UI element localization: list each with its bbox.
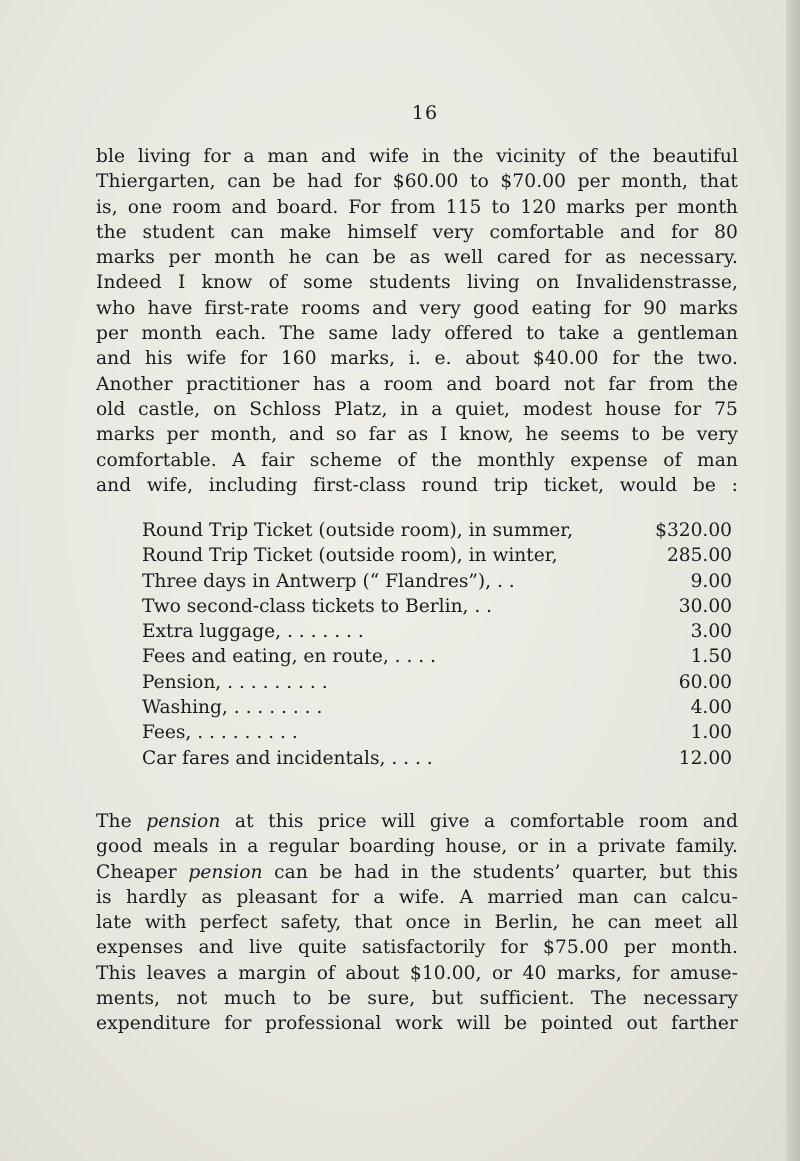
expense-row bbox=[142, 695, 732, 720]
text-line: ments, not much to be sure, but sufficient. The necessary bbox=[96, 988, 738, 1010]
text-line: and wife, including first-class round trip ticket, would be : bbox=[96, 474, 738, 496]
text-line: old castle, on Schloss Platz, in a quiet, modest house for 75 bbox=[96, 398, 738, 420]
text-line: Indeed I know of some students living on Invalidenstrasse, bbox=[96, 272, 738, 294]
expense-label: Pension, . . . . . . . . . bbox=[142, 671, 328, 693]
text-line: comfortable. A fair scheme of the monthly expense of man bbox=[96, 449, 738, 471]
text-line: is, one room and board. For from 115 to 120 marks per month bbox=[96, 196, 738, 218]
expense-row bbox=[142, 720, 732, 745]
expense-row bbox=[142, 670, 732, 695]
line-text: Cheaper bbox=[96, 861, 189, 883]
italic-word: pension bbox=[188, 861, 263, 883]
expense-row bbox=[142, 746, 732, 771]
line-text: The bbox=[96, 811, 147, 832]
expense-label: Round Trip Ticket (outside room), in winter, bbox=[142, 545, 558, 567]
expense-amount: 285.00 bbox=[666, 545, 732, 567]
text-line: the student can make himself very comfortable and for 80 bbox=[96, 221, 738, 243]
text-line: per month each. The same lady offered to take a gentleman bbox=[96, 323, 738, 345]
text-line: marks per month, and so far as I know, he seems to be very bbox=[96, 424, 738, 446]
expense-amount: 30.00 bbox=[678, 595, 732, 617]
text-line bbox=[96, 860, 738, 885]
expense-row bbox=[142, 543, 732, 568]
expense-row bbox=[142, 518, 732, 543]
text-line: late with perfect safety, that once in Berlin, he can meet all bbox=[96, 912, 738, 934]
expense-row bbox=[142, 569, 732, 594]
expense-label: Extra luggage, . . . . . . . bbox=[142, 621, 364, 643]
text-line: who have first-rate rooms and very good eating for 90 marks bbox=[96, 297, 738, 319]
text-line: Thiergarten, can be had for $60.00 to $70.00 per month, that bbox=[96, 171, 738, 193]
text-line: ble living for a man and wife in the vicinity of the beautiful bbox=[96, 146, 738, 167]
expense-amount: 1.50 bbox=[690, 646, 732, 668]
expense-row bbox=[142, 619, 732, 644]
text-line: good meals in a regular boarding house, or in a private family. bbox=[96, 836, 738, 858]
text-line: and his wife for 160 marks, i. e. about $40.00 for the two. bbox=[96, 348, 738, 370]
text-line bbox=[96, 809, 738, 834]
expense-label: Washing, . . . . . . . . bbox=[142, 697, 323, 719]
expense-label: Fees and eating, en route, . . . . bbox=[142, 646, 437, 668]
expense-label: Fees, . . . . . . . . . bbox=[142, 722, 298, 744]
text-line: expenditure for professional work will be pointed out farther bbox=[96, 1013, 738, 1035]
expense-amount: 12.00 bbox=[678, 747, 732, 769]
line-text: can be had in the students’ quarter, but this bbox=[262, 861, 738, 883]
expense-amount: 9.00 bbox=[690, 570, 732, 592]
line-text: at this price will give a comfortable room and bbox=[220, 811, 738, 832]
expense-row bbox=[142, 644, 732, 669]
paragraph-2 bbox=[96, 809, 738, 1037]
expense-table bbox=[142, 518, 732, 771]
expense-amount: 4.00 bbox=[690, 697, 732, 719]
page-number: 16 bbox=[411, 102, 439, 124]
expense-amount: 60.00 bbox=[678, 671, 732, 693]
expense-label: Two second-class tickets to Berlin, . . bbox=[142, 595, 493, 617]
text-line: expenses and live quite satisfactorily for $75.00 per month. bbox=[96, 937, 738, 959]
text-line: Another practitioner has a room and board not far from the bbox=[96, 373, 738, 395]
text-line: This leaves a margin of about $10.00, or 40 marks, for amuse- bbox=[96, 962, 738, 984]
expense-row bbox=[142, 594, 732, 619]
expense-amount: 1.00 bbox=[690, 722, 732, 744]
paragraph-1 bbox=[96, 144, 738, 498]
text-line: is hardly as pleasant for a wife. A married man can calcu- bbox=[96, 886, 738, 908]
text-line: marks per month he can be as well cared for as necessary. bbox=[96, 247, 738, 269]
expense-label: Round Trip Ticket (outside room), in summer, bbox=[142, 520, 573, 541]
page-edge bbox=[786, 0, 800, 1161]
expense-amount: 3.00 bbox=[690, 621, 732, 643]
expense-amount: $320.00 bbox=[655, 520, 732, 541]
expense-label: Car fares and incidentals, . . . . bbox=[142, 747, 433, 769]
italic-word: pension bbox=[146, 811, 221, 832]
expense-label: Three days in Antwerp (“ Flandres”), . . bbox=[142, 570, 515, 592]
